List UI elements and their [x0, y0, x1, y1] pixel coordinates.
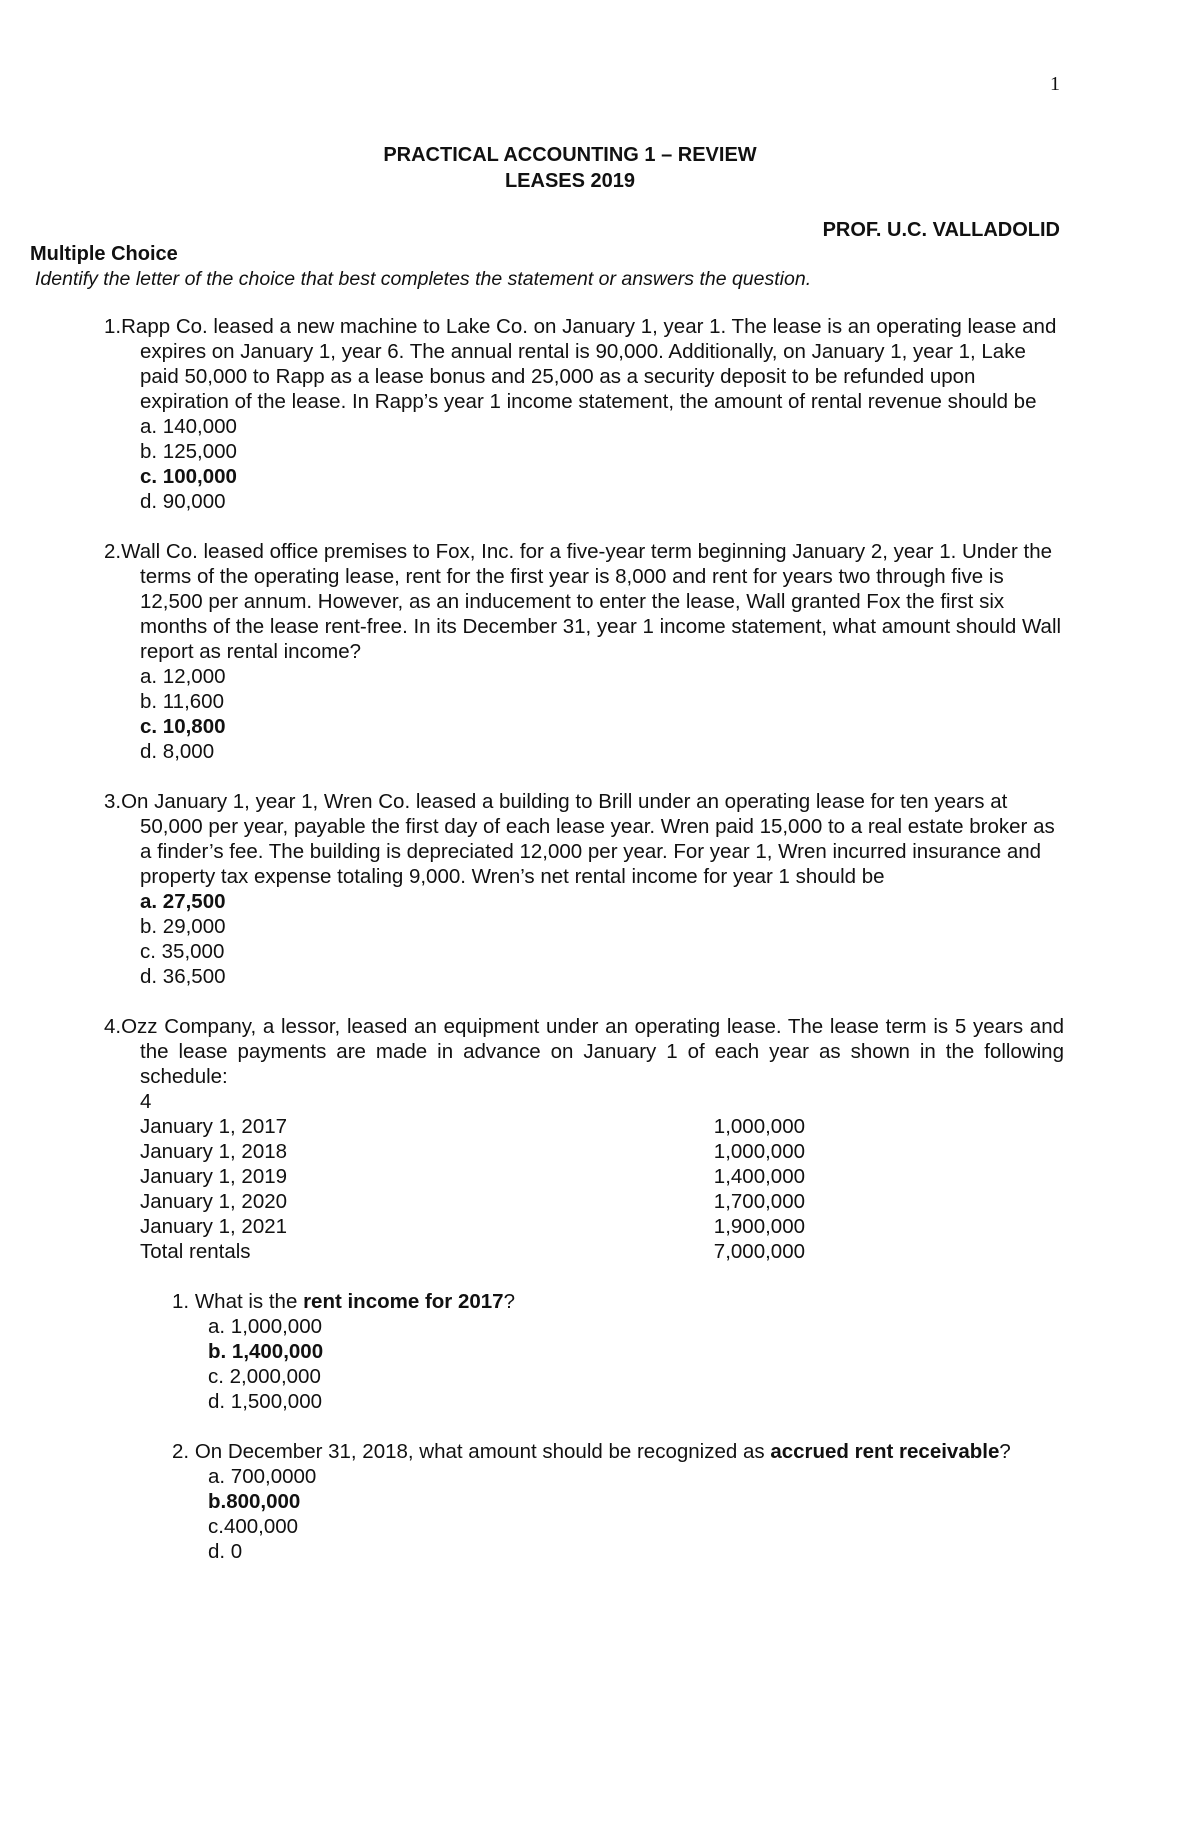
- choice-c: c. 35,000: [140, 940, 225, 963]
- choice-a: a. 140,000: [140, 415, 237, 438]
- schedule-total-amount: 7,000,000: [713, 1240, 805, 1263]
- choice-c-correct: c. 10,800: [140, 715, 226, 738]
- title-line-2: LEASES 2019: [504, 170, 636, 192]
- choice-b-correct: b. 1,400,000: [208, 1340, 324, 1363]
- sub-question-suffix: ?: [503, 1290, 515, 1313]
- document-title: [0, 142, 1140, 194]
- choice-c: c. 2,000,000: [208, 1365, 321, 1388]
- sub-question-prefix: On December 31, 2018, what amount should be recognized as: [194, 1440, 765, 1463]
- schedule-date: January 1, 2020: [140, 1190, 288, 1213]
- question-4: [104, 1014, 1064, 1564]
- choice-d: d. 0: [208, 1540, 243, 1563]
- question-number: 4.: [104, 1015, 122, 1038]
- stray-number: 4: [140, 1090, 152, 1113]
- question-body: Rapp Co. leased a new machine to Lake Co. on January 1, year 1. The lease is an operating lease and expires on January 1, year 6. The annual rental is 90,000. Additionally, on January 1, year 1, Lake paid 50,000 to Rapp as a lease bonus and 25,000 as a security deposit to be refunded upon expiration of the lease. In Rapp’s year 1 income statement, the amount of rental revenue should be: [121, 315, 1057, 413]
- schedule-date: January 1, 2021: [140, 1215, 288, 1238]
- rental-schedule: [104, 1089, 1064, 1264]
- choice-b: b. 29,000: [140, 915, 226, 938]
- choice-b: b. 125,000: [140, 440, 237, 463]
- schedule-total-row: [140, 1239, 805, 1264]
- choice-c: c.400,000: [208, 1515, 299, 1538]
- choice-a: a. 12,000: [140, 665, 226, 688]
- schedule-amount: 1,700,000: [713, 1190, 805, 1213]
- choice-d: d. 1,500,000: [208, 1390, 322, 1413]
- choice-a-correct: a. 27,500: [140, 890, 226, 913]
- choice-a: a. 1,000,000: [208, 1315, 322, 1338]
- question-text: [104, 539, 1064, 664]
- choice-list: [172, 1464, 1064, 1564]
- question-number: 1.: [104, 315, 122, 338]
- question-1: [104, 314, 1064, 514]
- sub-question-list: [104, 1289, 1064, 1564]
- question-2: [104, 539, 1064, 764]
- sub-question-1: [172, 1289, 1064, 1414]
- choice-b-correct: b.800,000: [208, 1490, 301, 1513]
- choice-d: d. 36,500: [140, 965, 226, 988]
- choice-list: [104, 414, 1064, 514]
- schedule-row: [140, 1189, 805, 1214]
- schedule-amount: 1,900,000: [713, 1215, 805, 1238]
- question-body: Ozz Company, a lessor, leased an equipment under an operating lease. The lease term is 5 years and the lease payments are made in advance on January 1 of each year as shown in the following schedule:: [121, 1015, 1064, 1088]
- title-line-1: PRACTICAL ACCOUNTING 1 – REVIEW: [383, 144, 757, 166]
- schedule-row: [140, 1114, 805, 1139]
- schedule-row: [140, 1139, 805, 1164]
- schedule-amount: 1,000,000: [713, 1140, 805, 1163]
- sub-question-number: 1.: [172, 1290, 190, 1313]
- sub-question-emphasis: accrued rent receivable: [770, 1440, 1000, 1463]
- sub-question-text: [172, 1439, 1064, 1464]
- question-text: [104, 789, 1064, 889]
- schedule-row: [140, 1164, 805, 1189]
- question-text: [104, 1014, 1064, 1089]
- question-number: 3.: [104, 790, 122, 813]
- section-heading: Multiple Choice: [30, 243, 178, 265]
- question-number: 2.: [104, 540, 122, 563]
- question-body: Wall Co. leased office premises to Fox, Inc. for a five-year term beginning January 2, year 1. Under the terms of the operating lease, rent for the first year is 8,000 and rent for years two through five is 12,500 per annum. However, as an inducement to enter the lease, Wall granted Fox the first six months of the lease rent-free. In its December 31, year 1 income statement, what amount should Wall report as rental income?: [121, 540, 1062, 663]
- choice-list: [172, 1314, 1064, 1414]
- question-text: [104, 314, 1064, 414]
- question-list: [104, 314, 1064, 1589]
- choice-b: b. 11,600: [140, 690, 224, 713]
- choice-d: d. 90,000: [140, 490, 226, 513]
- question-body: On January 1, year 1, Wren Co. leased a building to Brill under an operating lease for ten years at 50,000 per year, payable the first day of each lease year. Wren paid 15,000 to a real estate broker as a finder’s fee. The building is depreciated 12,000 per year. For year 1, Wren incurred insurance and property tax expense totaling 9,000. Wren’s net rental income for year 1 should be: [121, 790, 1055, 888]
- sub-question-number: 2.: [172, 1440, 190, 1463]
- sub-question-emphasis: rent income for 2017: [303, 1290, 504, 1313]
- schedule-amount: 1,000,000: [713, 1115, 805, 1138]
- page-number: 1: [1050, 73, 1060, 95]
- choice-c-correct: c. 100,000: [140, 465, 237, 488]
- schedule-date: January 1, 2017: [140, 1115, 288, 1138]
- choice-a: a. 700,0000: [208, 1465, 317, 1488]
- sub-question-suffix: ?: [999, 1440, 1011, 1463]
- question-3: [104, 789, 1064, 989]
- schedule-total-label: Total rentals: [140, 1240, 251, 1263]
- schedule-row: [140, 1214, 805, 1239]
- sub-question-text: [172, 1289, 1064, 1314]
- choice-list: [104, 889, 1064, 989]
- sub-question-prefix: What is the: [194, 1290, 298, 1313]
- choice-d: d. 8,000: [140, 740, 215, 763]
- instructions: Identify the letter of the choice that best completes the statement or answers the question.: [35, 268, 812, 290]
- sub-question-2: [172, 1439, 1064, 1564]
- professor-name: PROF. U.C. VALLADOLID: [822, 219, 1060, 241]
- schedule-date: January 1, 2018: [140, 1140, 288, 1163]
- choice-list: [104, 664, 1064, 764]
- schedule-date: January 1, 2019: [140, 1165, 288, 1188]
- schedule-amount: 1,400,000: [713, 1165, 805, 1188]
